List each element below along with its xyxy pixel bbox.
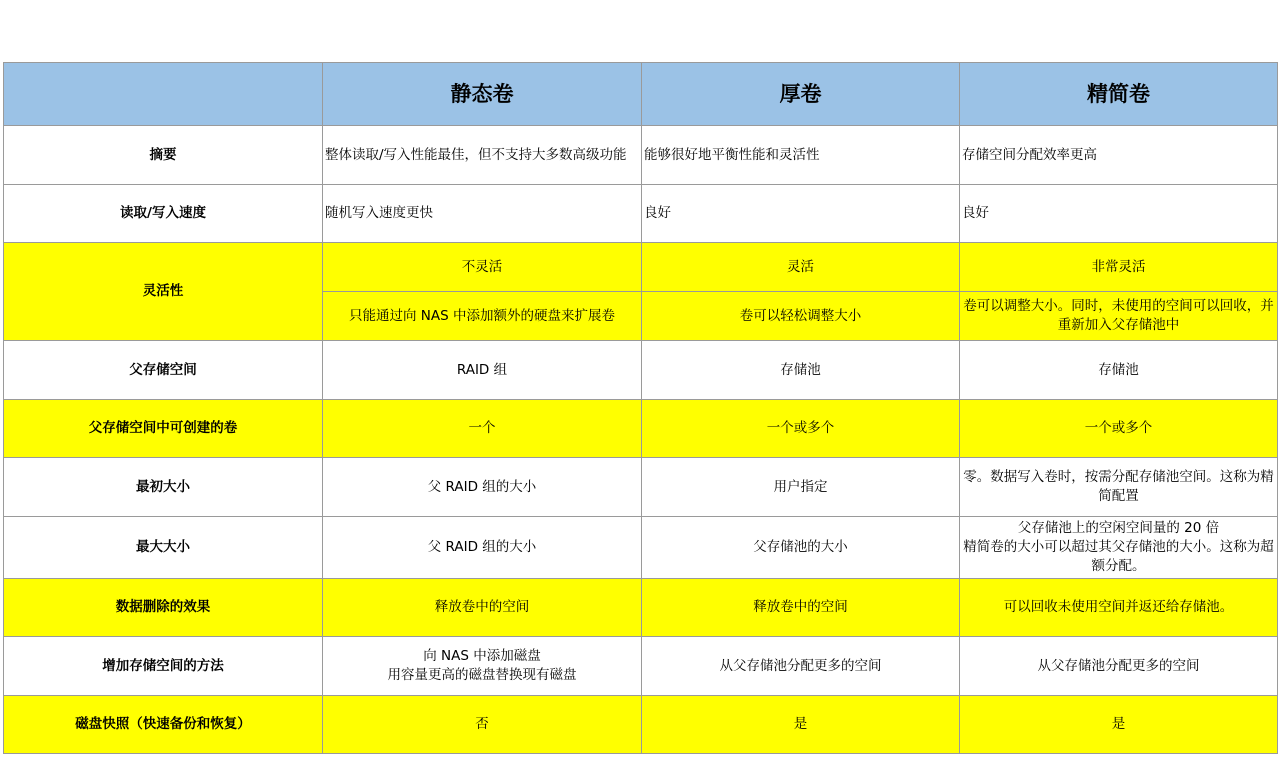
table-row <box>4 458 1278 517</box>
cell-max-thin-line2: 精简卷的大小可以超过其父存储池的大小。这称为超额分配。 <box>963 539 1274 574</box>
header-thick-volume: 厚卷 <box>642 63 960 126</box>
cell-delete-thick: 释放卷中的空间 <box>642 579 960 637</box>
table-row <box>4 341 1278 400</box>
row-label-speed: 读取/写入速度 <box>4 185 323 243</box>
cell-max-thin <box>960 517 1278 579</box>
cell-increase-static <box>323 637 642 696</box>
cell-max-thin-line1: 父存储池上的空闲空间量的 20 倍 <box>1017 520 1220 536</box>
row-label-flexibility: 灵活性 <box>4 243 323 341</box>
cell-speed-thin: 良好 <box>960 185 1278 243</box>
cell-snapshot-static: 否 <box>323 696 642 754</box>
cell-delete-static: 释放卷中的空间 <box>323 579 642 637</box>
cell-flexibility-static: 不灵活 <box>323 243 642 292</box>
header-thin-volume: 精简卷 <box>960 63 1278 126</box>
cell-initial-thin: 零。数据写入卷时，按需分配存储池空间。这称为精简配置 <box>960 458 1278 517</box>
table-row <box>4 696 1278 754</box>
cell-parent-thick: 存储池 <box>642 341 960 400</box>
cell-initial-static: 父 RAID 组的大小 <box>323 458 642 517</box>
cell-summary-static: 整体读取/写入性能最佳，但不支持大多数高级功能 <box>323 126 642 185</box>
table-row <box>4 400 1278 458</box>
row-label-max-size: 最大大小 <box>4 517 323 579</box>
cell-snapshot-thick: 是 <box>642 696 960 754</box>
cell-speed-static: 随机写入速度更快 <box>323 185 642 243</box>
table-row <box>4 637 1278 696</box>
cell-flexibility-thick: 灵活 <box>642 243 960 292</box>
cell-initial-thick: 用户指定 <box>642 458 960 517</box>
cell-increase-thick: 从父存储池分配更多的空间 <box>642 637 960 696</box>
cell-increase-thin: 从父存储池分配更多的空间 <box>960 637 1278 696</box>
cell-parent-thin: 存储池 <box>960 341 1278 400</box>
row-label-volume-count: 父存储空间中可创建的卷 <box>4 400 323 458</box>
cell-flexibility-thick-detail: 卷可以轻松调整大小 <box>642 292 960 341</box>
header-empty <box>4 63 323 126</box>
cell-max-thick: 父存储池的大小 <box>642 517 960 579</box>
cell-increase-static-line2: 用容量更高的磁盘替换现有磁盘 <box>387 667 577 683</box>
row-label-initial-size: 最初大小 <box>4 458 323 517</box>
row-label-increase-method: 增加存储空间的方法 <box>4 637 323 696</box>
cell-parent-static: RAID 组 <box>323 341 642 400</box>
volume-comparison-table <box>3 62 1278 754</box>
cell-volumes-thin: 一个或多个 <box>960 400 1278 458</box>
cell-summary-thick: 能够很好地平衡性能和灵活性 <box>642 126 960 185</box>
cell-summary-thin: 存储空间分配效率更高 <box>960 126 1278 185</box>
row-label-snapshot: 磁盘快照（快速备份和恢复） <box>4 696 323 754</box>
cell-flexibility-static-detail: 只能通过向 NAS 中添加额外的硬盘来扩展卷 <box>323 292 642 341</box>
cell-speed-thick: 良好 <box>642 185 960 243</box>
table-row <box>4 185 1278 243</box>
cell-flexibility-thin: 非常灵活 <box>960 243 1278 292</box>
header-static-volume: 静态卷 <box>323 63 642 126</box>
cell-max-static: 父 RAID 组的大小 <box>323 517 642 579</box>
cell-delete-thin: 可以回收未使用空间并返还给存储池。 <box>960 579 1278 637</box>
table-row <box>4 126 1278 185</box>
cell-volumes-static: 一个 <box>323 400 642 458</box>
cell-volumes-thick: 一个或多个 <box>642 400 960 458</box>
table-row <box>4 517 1278 579</box>
row-label-parent-storage: 父存储空间 <box>4 341 323 400</box>
cell-increase-static-line1: 向 NAS 中添加磁盘 <box>423 648 541 664</box>
table-header-row <box>4 63 1278 126</box>
table-row <box>4 579 1278 637</box>
row-label-deletion-effect: 数据删除的效果 <box>4 579 323 637</box>
row-label-summary: 摘要 <box>4 126 323 185</box>
table-row <box>4 243 1278 292</box>
cell-snapshot-thin: 是 <box>960 696 1278 754</box>
cell-flexibility-thin-detail: 卷可以调整大小。同时，未使用的空间可以回收，并重新加入父存储池中 <box>960 292 1278 341</box>
